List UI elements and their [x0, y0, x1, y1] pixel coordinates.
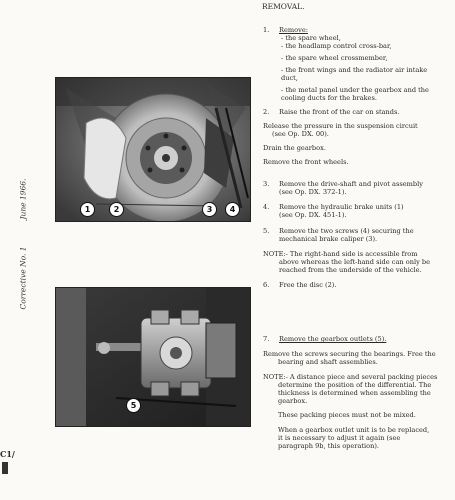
note-1-line-3: reached from the underside of the vehicle.	[279, 266, 422, 274]
screws-line-2: bearing and shaft assemblies.	[278, 358, 378, 366]
callout-4: 4	[225, 202, 240, 217]
step-6-number: 6.	[263, 281, 270, 289]
photo-brake-disc-image	[56, 78, 250, 221]
callout-2: 2	[109, 202, 124, 217]
when-line-3: paragraph 9b, this operation).	[278, 442, 380, 450]
when-line-1: When a gearbox outlet unit is to be replaced,	[278, 426, 430, 434]
step-1-item: - the headlamp control cross-bar,	[281, 42, 392, 50]
step-3-line-2: (see Op. DX. 372-1).	[279, 188, 347, 196]
step-5-line-1: Remove the two screws (4) securing the	[279, 227, 414, 235]
margin-mark	[2, 462, 8, 474]
step-1-item: duct,	[281, 74, 298, 82]
callout-1: 1	[80, 202, 95, 217]
step-3-number: 3.	[263, 180, 270, 188]
margin-page-code: C1/	[0, 449, 15, 459]
step-4-line-2: (see Op. DX. 451-1).	[279, 211, 347, 219]
wheels-text: Remove the front wheels.	[263, 158, 349, 166]
step-5-number: 5.	[263, 227, 270, 235]
photo-gearbox-outlet-image	[56, 288, 250, 426]
screws-line-1: Remove the screws securing the bearings. Free the	[263, 350, 436, 358]
note-1-line-2: above whereas the left-hand side can only be	[279, 258, 431, 266]
step-5-line-2: mechanical brake caliper (3).	[279, 235, 378, 243]
callout-5: 5	[126, 398, 141, 413]
step-7-number: 7.	[263, 335, 270, 343]
step-1-item: - the metal panel under the gearbox and the	[281, 86, 429, 94]
when-line-2: it is necessary to adjust it again (see	[278, 434, 401, 442]
callout-3: 3	[202, 202, 217, 217]
step-7-text: Remove the gearbox outlets (5).	[279, 335, 387, 343]
step-3-line-1: Remove the drive-shaft and pivot assembly	[279, 180, 423, 188]
section-title: REMOVAL.	[262, 2, 305, 11]
step-1-title: Remove:	[279, 26, 308, 34]
release-line-1: Release the pressure in the suspension circuit	[263, 122, 418, 130]
release-line-2: (see Op. DX. 00).	[272, 130, 329, 138]
margin-date: June 1966.	[18, 178, 28, 220]
step-1-item: - the spare wheel,	[281, 34, 341, 42]
step-1-item: - the front wings and the radiator air intake	[281, 66, 428, 74]
packing-text: These packing pieces must not be mixed.	[278, 411, 416, 419]
step-1-number: 1.	[263, 26, 270, 34]
note-2-line-4: gearbox.	[278, 397, 308, 405]
step-6-text: Free the disc (2).	[279, 281, 337, 289]
step-4-number: 4.	[263, 203, 270, 211]
margin-corrective: Corrective No. 1	[18, 246, 28, 310]
photo-brake-disc	[55, 77, 251, 222]
note-2-line-1: NOTE:- A distance piece and several packing pieces	[263, 373, 438, 381]
step-2-text: Raise the front of the car on stands.	[279, 108, 400, 116]
photo-gearbox-outlet	[55, 287, 251, 427]
step-2-number: 2.	[263, 108, 270, 116]
step-1-item: cooling ducts for the brakes.	[281, 94, 377, 102]
note-1-line-1: NOTE:- The right-hand side is accessible from	[263, 250, 418, 258]
note-2-line-3: thickness is determined when assembling the	[278, 389, 431, 397]
drain-text: Drain the gearbox.	[263, 144, 326, 152]
step-4-line-1: Remove the hydraulic brake units (1)	[279, 203, 404, 211]
note-2-line-2: determine the position of the differential. The	[278, 381, 432, 389]
step-1-item: - the spare wheel crossmember,	[281, 54, 388, 62]
